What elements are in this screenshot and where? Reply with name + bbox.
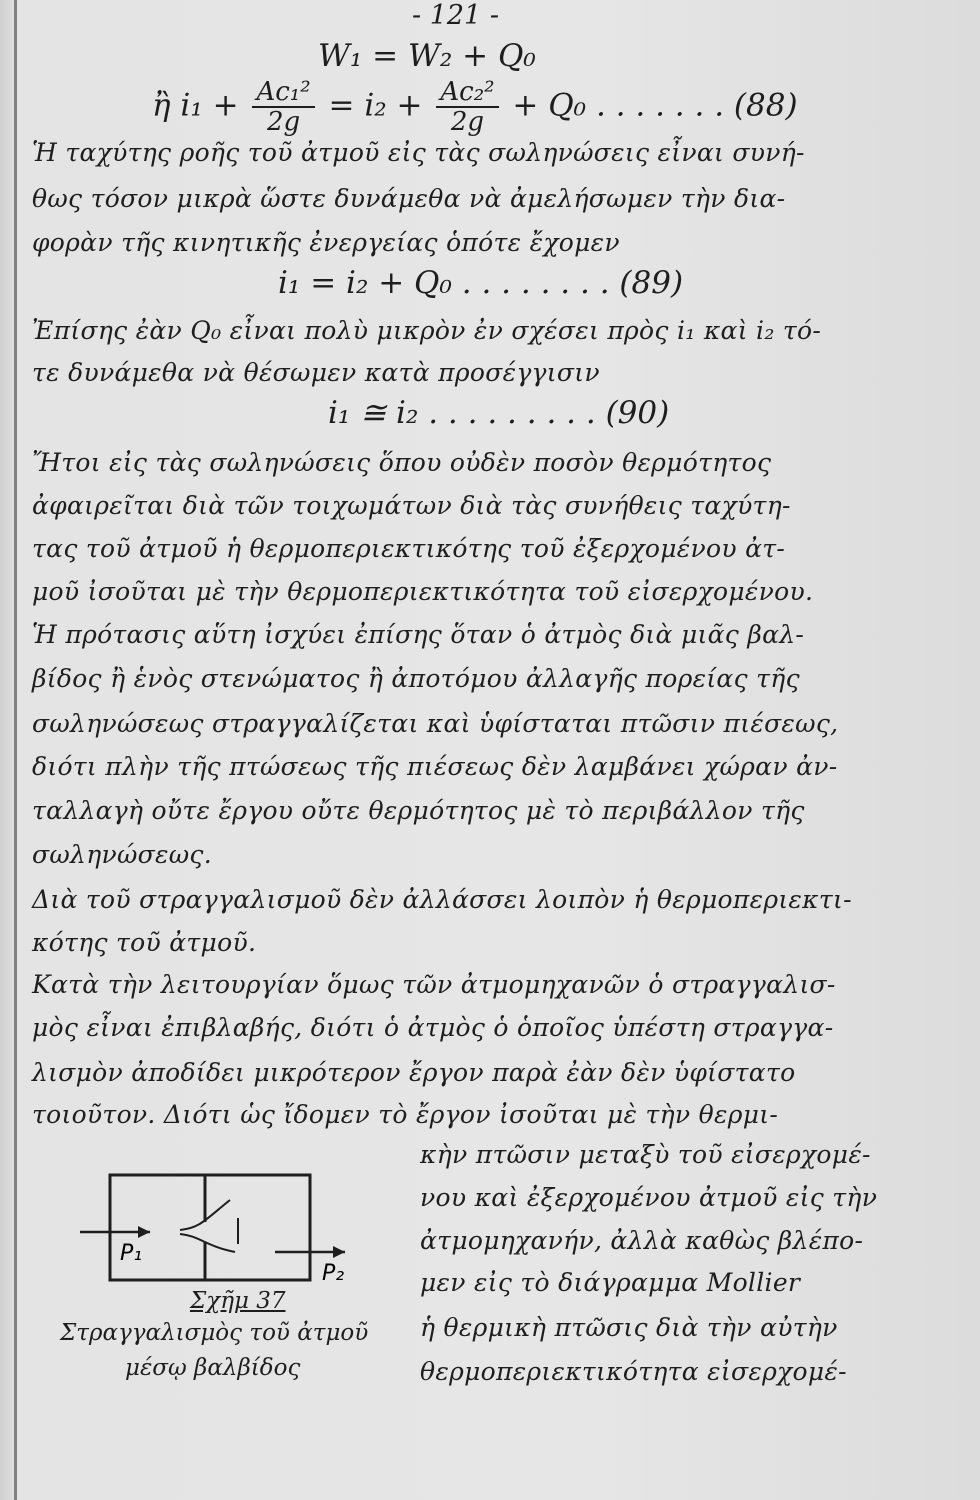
text-line: Ἐπίσης ἐὰν Q₀ εἶναι πολὺ μικρὸν ἐν σχέσει πρὸς i₁ καὶ i₂ τό- — [32, 316, 822, 345]
text-line: ἀφαιρεῖται διὰ τῶν τοιχωμάτων διὰ τὰς συνήθεις ταχύτη- — [32, 491, 791, 520]
eq88-frac1-denominator: 2g — [266, 107, 301, 137]
text-line: διότι πλὴν τῆς πτώσεως τῆς πιέσεως δὲν λαμβάνει χώραν ἀν- — [32, 752, 838, 781]
binding-edge — [14, 0, 17, 1500]
eq88-middle: = i₂ + — [328, 87, 423, 124]
flow-streamline-down — [180, 1234, 235, 1252]
figure-caption-line-1: Στραγγαλισμὸς τοῦ ἀτμοῦ — [60, 1320, 369, 1346]
text-line: ἡ θερμικὴ πτῶσις διὰ τὴν αὐτὴν — [420, 1313, 838, 1342]
text-line: μοῦ ἰσοῦται μὲ τὴν θερμοπεριεκτικότητα τοῦ εἰσερχομένου. — [32, 577, 814, 606]
text-line: νου καὶ ἐξερχομένου ἀτμοῦ εἰς τὴν — [420, 1183, 878, 1212]
pressure-label-p2: P₂ — [322, 1261, 345, 1286]
text-line: τοιοῦτον. Διότι ὡς ἴδομεν τὸ ἔργον ἰσοῦται μὲ τὴν θερμι- — [32, 1100, 779, 1129]
eq88-fraction-1 — [252, 78, 314, 136]
text-line: σωληνώσεως στραγγαλίζεται καὶ ὑφίσταται πτῶσιν πιέσεως, — [32, 709, 839, 738]
text-line: ἀτμομηχανήν, ἀλλὰ καθὼς βλέπο- — [420, 1226, 864, 1255]
text-line: θως τόσον μικρὰ ὥστε δυνάμεθα νὰ ἀμελήσωμεν τὴν δια- — [32, 184, 786, 213]
text-line: κότης τοῦ ἀτμοῦ. — [32, 928, 257, 957]
text-line: θερμοπεριεκτικότητα εἰσερχομέ- — [420, 1357, 847, 1386]
text-line: ταλλαγὴ οὔτε ἔργου οὔτε θερμότητος μὲ τὸ περιβάλλον τῆς — [32, 796, 805, 825]
text-line: Ἡ ταχύτης ροῆς τοῦ ἀτμοῦ εἰς τὰς σωληνώσεις εἶναι συνή- — [32, 138, 805, 167]
text-line: μὸς εἶναι ἐπιβλαβής, διότι ὁ ἀτμὸς ὁ ὁποῖος ὑπέστη στραγγα- — [32, 1013, 834, 1042]
figure-throttling-diagram — [40, 1170, 380, 1400]
page-number: - 121 - — [412, 0, 499, 31]
pressure-label-p1: P₁ — [120, 1241, 143, 1266]
outflow-arrowhead — [333, 1246, 345, 1258]
text-line: φορὰν τῆς κινητικῆς ἐνεργείας ὁπότε ἔχομεν — [32, 228, 620, 257]
text-line: Κατὰ τὴν λειτουργίαν ὅμως τῶν ἀτμομηχανῶν ὁ στραγγαλισ- — [32, 970, 836, 999]
text-line: βίδος ἢ ἑνὸς στενώματος ἢ ἀποτόμου ἀλλαγῆς πορείας τῆς — [32, 664, 800, 693]
eq88-prefix: ἢ i₁ + — [152, 87, 239, 124]
equation-89: i₁ = i₂ + Q₀ . . . . . . . . (89) — [278, 265, 684, 301]
equation-90: i₁ ≅ i₂ . . . . . . . . . (90) — [328, 395, 670, 431]
figure-title: Σχῆμ 37 — [190, 1288, 286, 1314]
text-line: τε δυνάμεθα νὰ θέσωμεν κατὰ προσέγγισιν — [32, 358, 600, 387]
throttling-diagram-svg — [40, 1170, 380, 1290]
eq88-frac2-denominator: 2g — [450, 107, 485, 137]
text-line: σωληνώσεως. — [32, 840, 212, 869]
inflow-arrowhead — [138, 1226, 150, 1238]
text-line: κὴν πτῶσιν μεταξὺ τοῦ εἰσερχομέ- — [420, 1140, 871, 1169]
eq88-frac2-numerator: Ac₂² — [436, 78, 498, 108]
eq88-frac1-numerator: Ac₁² — [252, 78, 314, 108]
text-line: λισμὸν ἀποδίδει μικρότερον ἔργον παρὰ ἐὰν δὲν ὑφίστατο — [32, 1058, 796, 1087]
text-line: Ἤτοι εἰς τὰς σωληνώσεις ὅπου οὐδὲν ποσὸν θερμότητος — [32, 448, 772, 477]
text-line: μεν εἰς τὸ διάγραμμα Mollier — [420, 1268, 801, 1297]
equation-energy-balance: W₁ = W₂ + Q₀ — [318, 38, 536, 74]
figure-caption-line-2: μέσῳ βαλβίδος — [125, 1355, 301, 1381]
text-line: τας τοῦ ἀτμοῦ ἡ θερμοπεριεκτικότης τοῦ ἐξερχομένου ἀτ- — [32, 534, 786, 563]
eq88-suffix: + Q₀ . . . . . . . (88) — [512, 87, 798, 124]
eq88-fraction-2 — [436, 78, 498, 136]
text-line: Ἡ πρότασις αὕτη ἰσχύει ἐπίσης ὅταν ὁ ἀτμὸς διὰ μιᾶς βαλ- — [32, 620, 805, 649]
equation-88 — [152, 78, 798, 136]
text-line: Διὰ τοῦ στραγγαλισμοῦ δὲν ἀλλάσσει λοιπὸν ἡ θερμοπεριεκτι- — [32, 885, 852, 914]
